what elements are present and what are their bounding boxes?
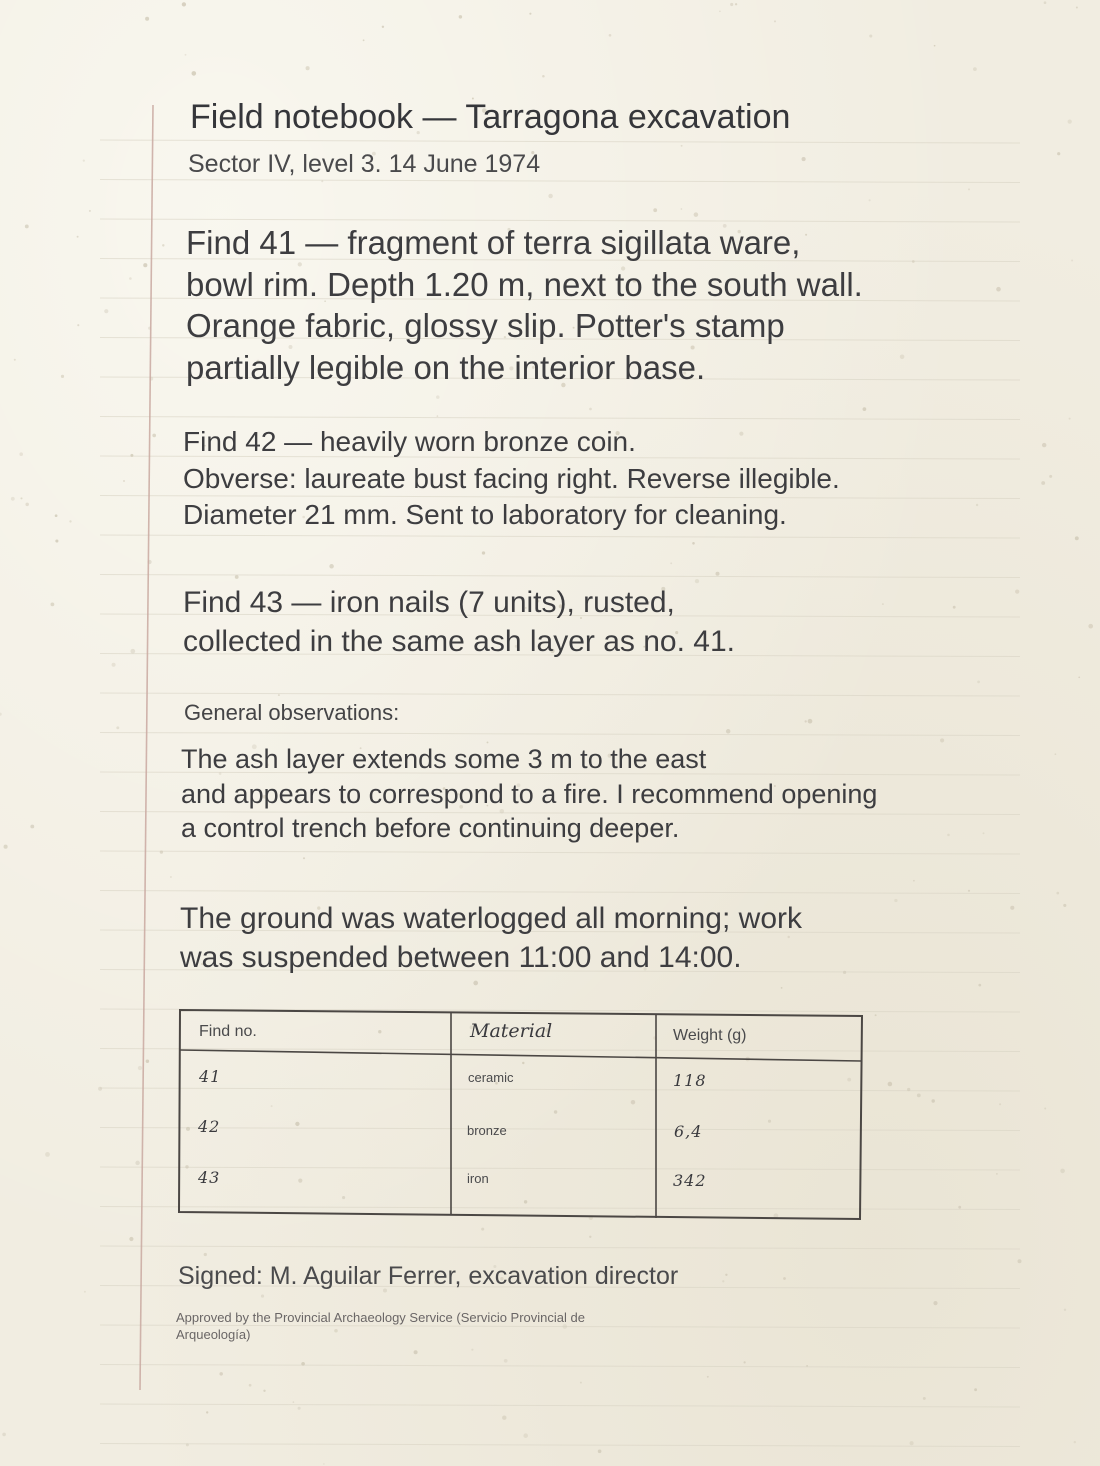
paper-speckle (20, 497, 22, 499)
paper-speckle (145, 17, 149, 21)
weather-note: The ground was waterlogged all morning; work was suspended between 11:00 and 14:00. (180, 902, 802, 974)
paper-speckle (598, 1449, 602, 1453)
paper-speckle (912, 260, 915, 263)
paper-speckle (1055, 753, 1057, 755)
paper-speckle (1069, 418, 1071, 420)
table-header-material: Material (470, 1020, 553, 1042)
paper-speckle (182, 2, 186, 6)
paper-speckle (303, 857, 305, 859)
ruled-line (100, 1246, 1020, 1249)
paper-speckle (730, 3, 733, 6)
paper-speckle (805, 720, 807, 722)
paper-speckle (278, 694, 280, 696)
paper-speckle (437, 415, 439, 417)
paper-speckle (2, 1433, 6, 1437)
paper-speckle (523, 1433, 528, 1438)
approval-note: Approved by the Provincial Archaeology Service (Servicio Provincial de Arqueología) (176, 1310, 585, 1342)
paper-speckle (931, 1099, 934, 1102)
paper-speckle (843, 971, 846, 974)
paper-speckle (1018, 1259, 1022, 1263)
table-cell-find: 41 (199, 1067, 222, 1086)
paper-speckle (996, 287, 1001, 292)
paper-speckle (694, 212, 699, 217)
paper-speckle (707, 1376, 709, 1378)
paper-speckle (1042, 443, 1046, 447)
paper-speckle (869, 34, 872, 37)
paper-speckle (973, 67, 977, 71)
paper-speckle (160, 850, 163, 853)
paper-speckle (138, 1066, 142, 1070)
ruled-line (100, 140, 1020, 143)
paper-speckle (882, 603, 884, 605)
paper-speckle (1063, 904, 1066, 907)
paper-speckle (249, 1384, 252, 1387)
paper-speckle (953, 606, 956, 609)
paper-speckle (722, 1280, 724, 1282)
ruled-line (100, 1404, 1020, 1407)
paper-speckle (112, 663, 116, 667)
paper-speckle (910, 1441, 914, 1445)
paper-speckle (1044, 1108, 1046, 1110)
paper-speckle (940, 738, 944, 742)
paper-speckle (298, 1407, 301, 1410)
table-cell-weight: 342 (673, 1171, 707, 1190)
paper-speckle (1068, 119, 1072, 123)
paper-speckle (130, 454, 133, 457)
paper-speckle (589, 408, 592, 411)
paper-speckle (89, 210, 91, 212)
paper-speckle (162, 244, 164, 246)
paper-speckle (11, 497, 15, 501)
paper-speckle (725, 1274, 727, 1276)
paper-speckle (19, 452, 23, 456)
table-cell-material: ceramic (468, 1070, 514, 1085)
paper-speckle (263, 1390, 265, 1392)
paper-speckle (473, 981, 478, 986)
paper-speckle (30, 825, 34, 829)
paper-speckle (968, 890, 970, 892)
paper-speckle (774, 20, 776, 22)
paper-speckle (1075, 536, 1079, 540)
paper-speckle (185, 54, 187, 56)
paper-speckle (888, 1082, 893, 1087)
paper-speckle (681, 145, 683, 147)
paper-speckle (77, 324, 79, 326)
paper-speckle (580, 1382, 582, 1384)
paper-speckle (735, 3, 737, 5)
paper-speckle (716, 572, 720, 576)
ruled-line (100, 733, 1020, 736)
paper-speckle (504, 1359, 508, 1363)
paper-speckle (130, 649, 135, 654)
paper-speckle (51, 603, 55, 607)
paper-speckle (414, 1350, 418, 1354)
table-header-rule (180, 1050, 861, 1061)
paper-speckle (4, 845, 8, 849)
paper-speckle (104, 309, 108, 313)
paper-speckle (382, 26, 384, 28)
paper-speckle (1088, 624, 1093, 629)
paper-speckle (45, 1152, 50, 1157)
ruled-line (100, 891, 1020, 894)
paper-speckle (1076, 7, 1078, 9)
paper-speckle (1049, 475, 1052, 478)
paper-speckle (783, 1277, 786, 1280)
signature-line: Signed: M. Aguilar Ferrer, excavation director (178, 1262, 679, 1290)
table-cell-material: bronze (467, 1123, 507, 1138)
paper-speckle (719, 10, 721, 12)
paper-speckle (204, 1253, 207, 1256)
paper-speckle (781, 987, 783, 989)
paper-speckle (609, 34, 612, 37)
paper-speckle (529, 13, 531, 15)
paper-speckle (192, 71, 197, 76)
paper-speckle (670, 562, 672, 564)
table-cell-find: 43 (198, 1168, 221, 1187)
paper-speckle (146, 1060, 149, 1063)
paper-speckle (808, 719, 813, 724)
paper-speckle (471, 1349, 473, 1351)
paper-speckle (55, 514, 58, 517)
entry-find-41: Find 41 — fragment of terra sigillata ware, bowl rim. Depth 1.20 m, next to the south wall. Orange fabric, glossy slip. Potter's stamp partially legible on the interior base. (186, 224, 863, 386)
paper-speckle (152, 434, 156, 438)
paper-speckle (900, 354, 905, 359)
paper-speckle (983, 832, 985, 834)
entry-find-42: Find 42 — heavily worn bronze coin. Obverse: laureate bust facing right. Reverse illegible. Diameter 21 mm. Sent to laboratory for cleaning. (183, 426, 840, 530)
paper-speckle (917, 1094, 921, 1098)
paper-speckle (363, 39, 365, 41)
paper-speckle (907, 1088, 910, 1091)
observations-body: The ash layer extends some 3 m to the east and appears to correspond to a fire. I recommend opening a control trench before continuing deeper. (181, 744, 878, 843)
paper-speckle (589, 1236, 591, 1238)
paper-speckle (1044, 1, 1047, 4)
paper-speckle (977, 681, 980, 684)
paper-speckle (1010, 906, 1014, 910)
table-cell-material: iron (467, 1171, 489, 1186)
observations-heading: General observations: (184, 700, 400, 725)
paper-speckle (947, 834, 950, 837)
paper-speckle (14, 359, 16, 361)
paper-speckle (542, 75, 545, 78)
paper-speckle (84, 1291, 86, 1293)
ruled-line (100, 1365, 1020, 1368)
paper-speckle (999, 1103, 1001, 1105)
paper-speckle (459, 15, 462, 18)
paper-speckle (913, 880, 915, 882)
ruled-line (100, 535, 1020, 538)
paper-speckle (329, 564, 334, 569)
paper-speckle (219, 1372, 222, 1375)
paper-speckle (301, 1362, 305, 1366)
ruled-line (100, 851, 1020, 854)
paper-speckle (502, 1415, 506, 1419)
paper-speckle (863, 407, 867, 411)
paper-speckle (129, 1237, 133, 1241)
paper-speckle (923, 1397, 926, 1400)
paper-speckle (548, 194, 552, 198)
table-cell-weight: 118 (673, 1071, 707, 1090)
paper-speckle (55, 539, 58, 542)
paper-speckle (323, 1463, 325, 1465)
ruled-line (100, 693, 1020, 696)
paper-speckle (293, 1401, 295, 1403)
paper-speckle (116, 726, 119, 729)
paper-speckle (1015, 589, 1019, 593)
paper-speckle (1074, 1441, 1076, 1443)
paper-speckle (135, 1161, 139, 1165)
paper-speckle (968, 188, 970, 190)
table-cell-weight: 6,4 (674, 1122, 703, 1141)
paper-speckle (978, 984, 981, 987)
table-cell-find: 42 (198, 1117, 221, 1136)
paper-speckle (806, 1365, 808, 1367)
page-title: Field notebook — Tarragona excavation (190, 98, 791, 136)
table-header-find-no: Find no. (199, 1023, 257, 1040)
paper-speckle (1071, 260, 1073, 262)
paper-speckle (143, 263, 147, 267)
paper-speckle (996, 1173, 998, 1175)
paper-speckle (802, 157, 806, 161)
paper-speckle (653, 208, 657, 212)
paper-speckle (261, 1295, 264, 1298)
paper-speckle (1057, 152, 1060, 155)
ruled-line (100, 180, 1020, 183)
paper-speckle (306, 66, 310, 70)
paper-speckle (77, 236, 79, 238)
paper-speckle (1056, 892, 1059, 895)
paper-speckle (958, 1206, 961, 1209)
paper-speckle (1060, 1169, 1065, 1174)
paper-speckle (0, 713, 2, 716)
paper-speckle (69, 520, 71, 522)
paper-speckle (681, 208, 683, 210)
paper-speckle (129, 277, 132, 280)
paper-speckle (692, 542, 695, 545)
paper-speckle (186, 1443, 189, 1446)
paper-speckle (1041, 481, 1045, 485)
paper-speckle (894, 899, 897, 902)
page-subtitle: Sector IV, level 3. 14 June 1974 (188, 150, 541, 178)
paper-speckle (482, 551, 485, 554)
paper-speckle (83, 160, 85, 162)
paper-speckle (695, 579, 699, 583)
paper-speckle (25, 224, 29, 228)
paper-speckle (123, 480, 125, 482)
paper-speckle (98, 1087, 102, 1091)
paper-speckle (869, 199, 871, 201)
paper-speckle (25, 503, 28, 506)
ruled-line (100, 417, 1020, 420)
paper-speckle (436, 395, 440, 399)
paper-speckle (170, 876, 172, 878)
paper-speckle (235, 575, 239, 579)
paper-speckle (321, 180, 323, 182)
paper-speckle (206, 1411, 208, 1413)
table-header-weight: Weight (g) (673, 1027, 747, 1044)
ruled-line (100, 1444, 1020, 1447)
paper-speckle (726, 729, 731, 734)
paper-speckle (933, 1301, 937, 1305)
paper-speckle (934, 45, 936, 47)
paper-speckle (61, 375, 64, 378)
paper-speckle (875, 1014, 877, 1016)
paper-speckle (1064, 1309, 1066, 1311)
entry-find-43: Find 43 — iron nails (7 units), rusted, collected in the same ash layer as no. 41. (183, 586, 735, 658)
paper-speckle (976, 504, 978, 506)
paper-speckle (744, 1361, 746, 1363)
paper-speckle (1078, 676, 1080, 678)
paper-speckle (974, 1388, 977, 1391)
